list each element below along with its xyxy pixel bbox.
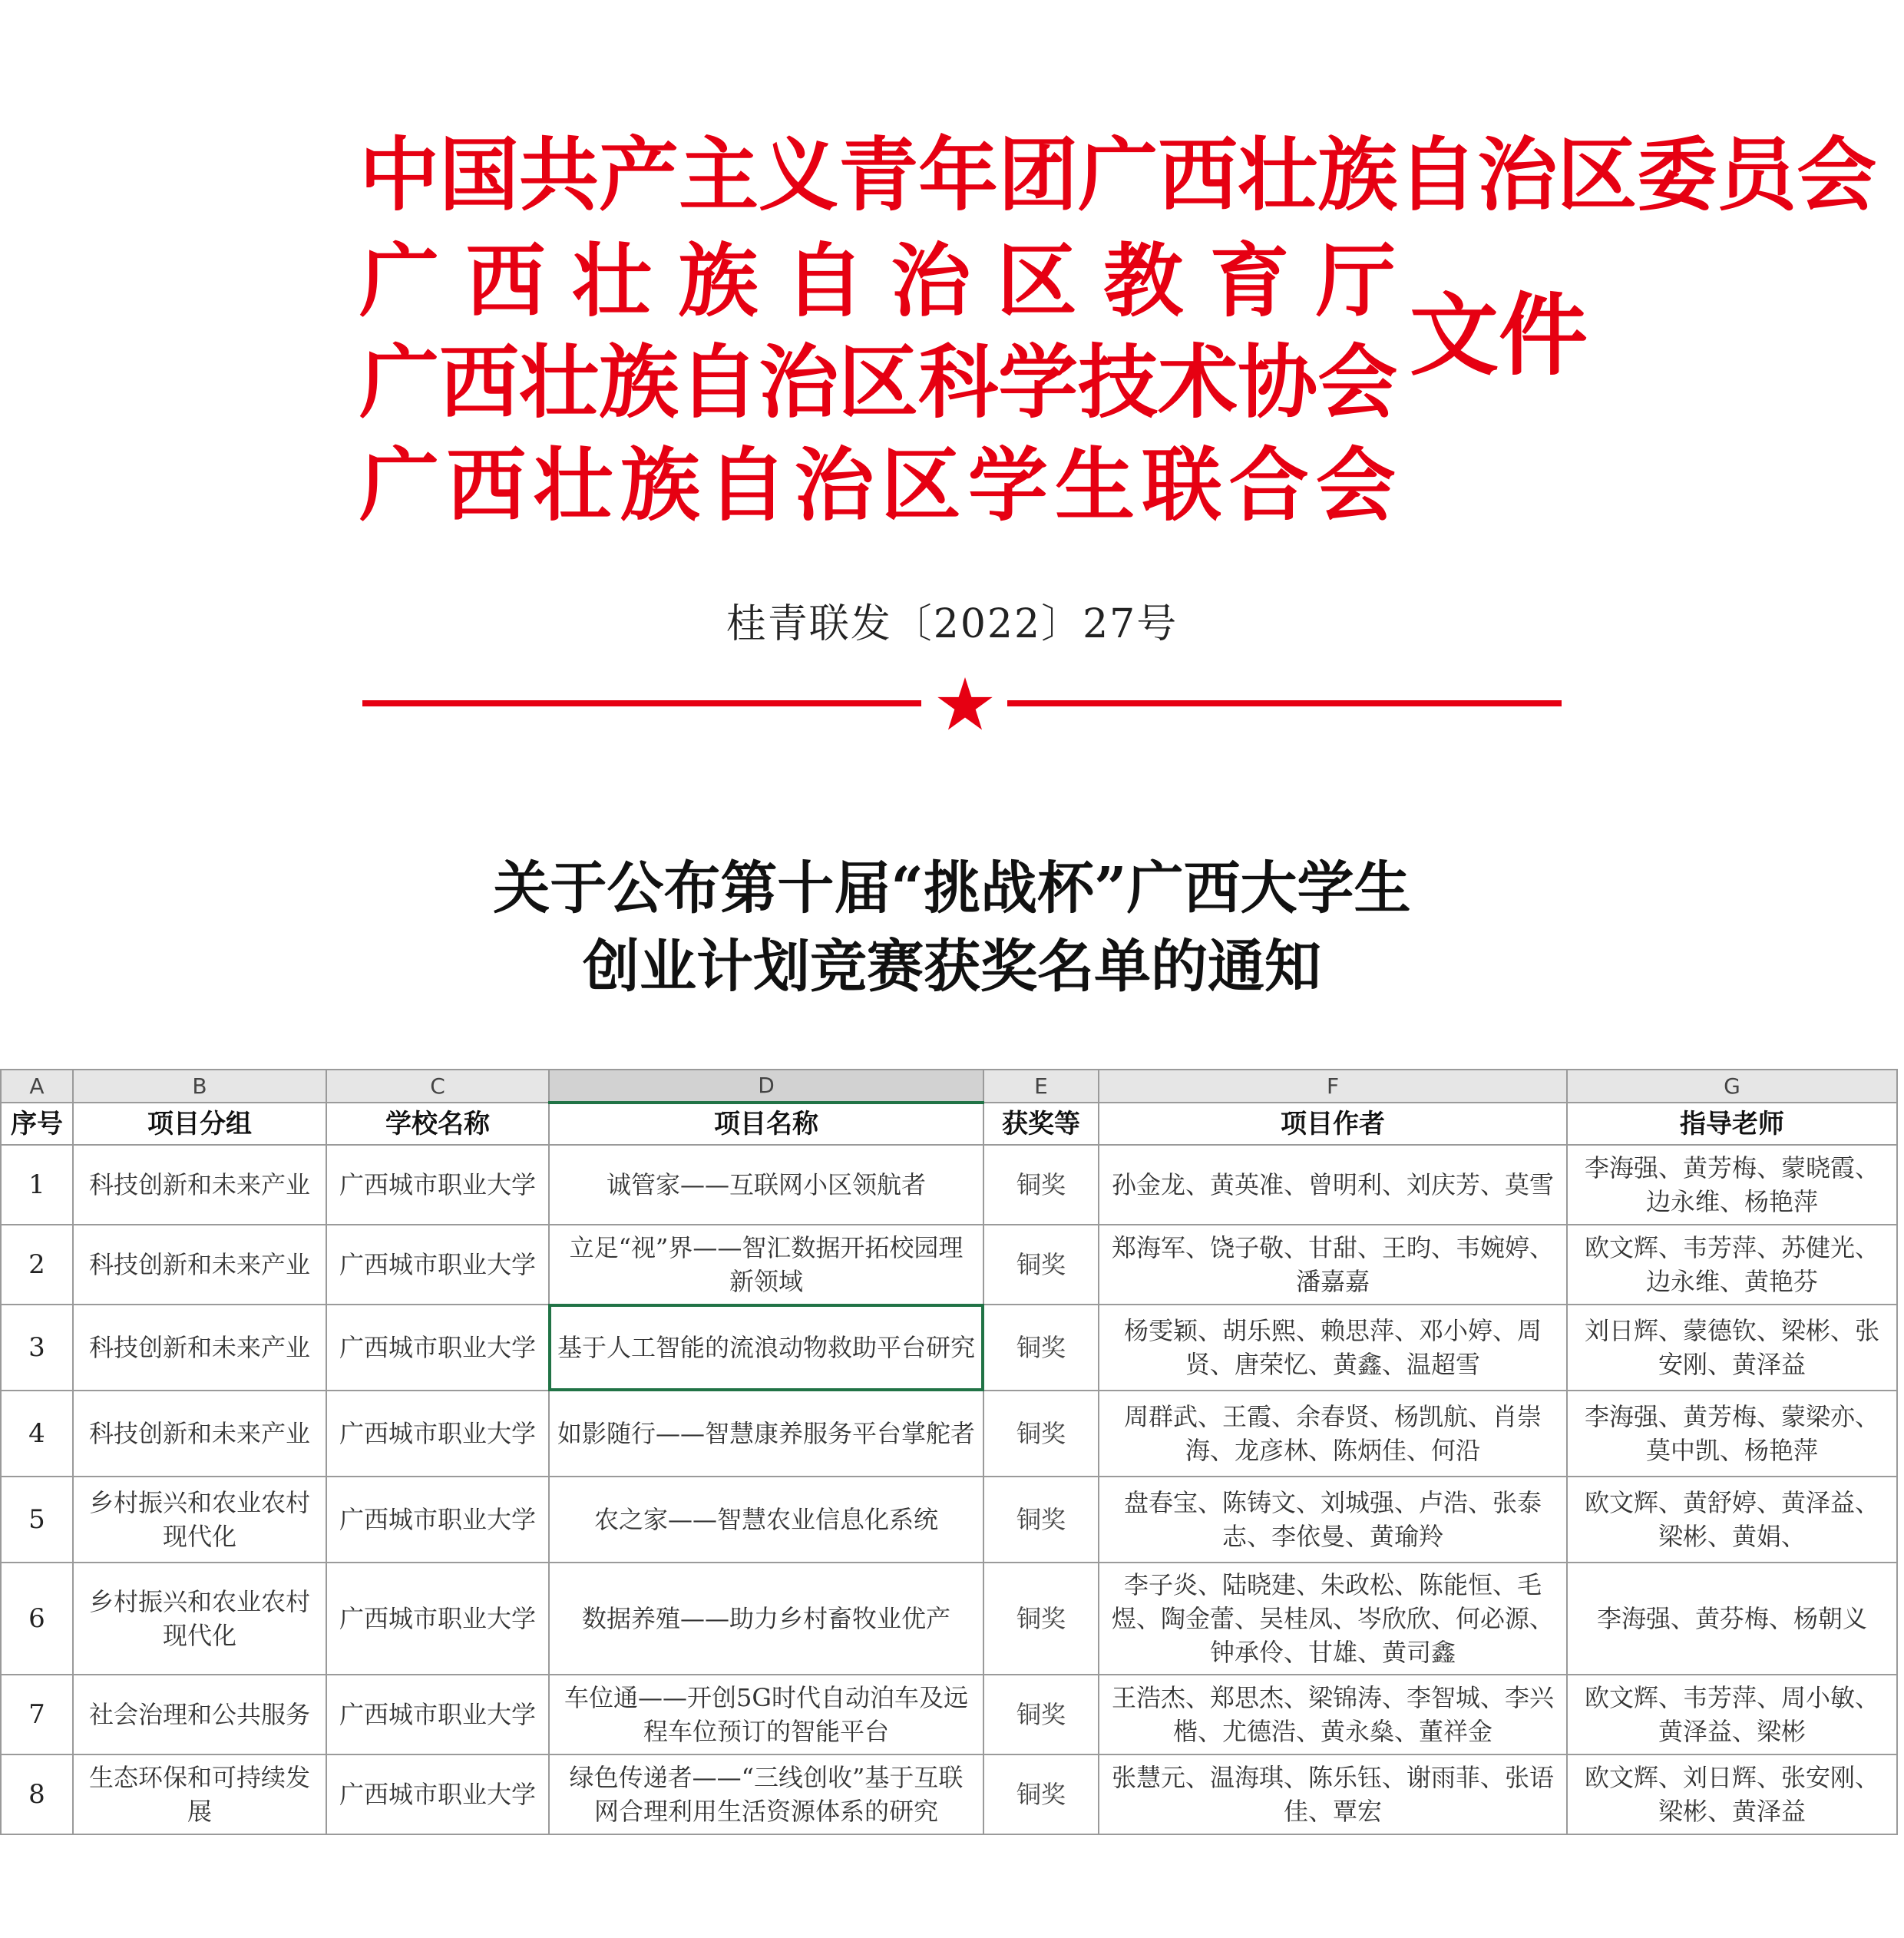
column-letter-header-row [1, 1070, 1897, 1103]
org-name-char: 族 [1317, 127, 1398, 222]
column-letter-header[interactable]: G [1567, 1070, 1897, 1103]
org-name-char: 自 [707, 438, 788, 532]
group-cell[interactable]: 科技创新和未来产业 [73, 1145, 326, 1225]
advisors-cell[interactable]: 李海强、黄芬梅、杨朝义 [1567, 1563, 1897, 1675]
column-letter-header[interactable]: F [1099, 1070, 1567, 1103]
org-name-char: 治 [794, 438, 874, 532]
issuing-org-line [359, 235, 1396, 327]
org-name-char: 区 [838, 335, 919, 429]
org-name-char: 区 [997, 233, 1077, 328]
header-cell[interactable]: 项目名称 [549, 1103, 983, 1145]
school-cell[interactable]: 广西城市职业大学 [326, 1225, 549, 1305]
header-cell[interactable]: 序号 [1, 1103, 73, 1145]
org-name-char: 广 [359, 438, 440, 532]
index-cell[interactable]: 3 [1, 1305, 73, 1391]
org-name-char: 协 [1238, 335, 1318, 429]
header-cell[interactable]: 项目分组 [73, 1103, 326, 1145]
school-cell[interactable]: 广西城市职业大学 [326, 1477, 549, 1563]
org-name-char: 广 [1078, 127, 1159, 222]
table-row [1, 1391, 1897, 1477]
org-name-char: 自 [679, 335, 759, 429]
org-name-char: 西 [1158, 127, 1238, 222]
org-name-char: 产 [599, 127, 679, 222]
authors-cell[interactable]: 郑海军、饶子敬、甘甜、王昀、韦婉婷、潘嘉嘉 [1099, 1225, 1567, 1305]
award-cell[interactable]: 铜奖 [983, 1225, 1099, 1305]
org-name-char: 自 [1397, 127, 1478, 222]
org-name-char: 学 [967, 438, 1048, 532]
project-name-cell[interactable]: 诚管家——互联网小区领航者 [549, 1145, 983, 1225]
index-cell[interactable]: 5 [1, 1477, 73, 1563]
award-cell[interactable]: 铜奖 [983, 1305, 1099, 1391]
org-name-char: 团 [998, 127, 1079, 222]
table-row [1, 1563, 1897, 1675]
org-name-char: 术 [1158, 335, 1238, 429]
index-cell[interactable]: 4 [1, 1391, 73, 1477]
org-name-char: 联 [1142, 438, 1222, 532]
org-name-char: 族 [599, 335, 679, 429]
table-row [1, 1145, 1897, 1225]
org-name-char: 西 [465, 233, 546, 328]
org-name-char: 育 [1209, 233, 1290, 328]
column-letter-header[interactable]: B [73, 1070, 326, 1103]
award-cell[interactable]: 铜奖 [983, 1675, 1099, 1754]
award-cell[interactable]: 铜奖 [983, 1145, 1099, 1225]
group-cell[interactable]: 乡村振兴和农业农村现代化 [73, 1563, 326, 1675]
notice-title-line1: 关于公布第十届“挑战杯”广西大学生 [493, 855, 1411, 921]
org-name-char: 壮 [571, 233, 652, 328]
school-cell[interactable]: 广西城市职业大学 [326, 1391, 549, 1477]
authors-cell[interactable]: 盘春宝、陈铸文、刘城强、卢浩、张泰志、李依曼、黄瑜羚 [1099, 1477, 1567, 1563]
award-list-spreadsheet [0, 1069, 1898, 1835]
org-name-char: 治 [759, 335, 839, 429]
issuing-org-line [359, 336, 1396, 428]
org-name-char: 国 [439, 127, 520, 222]
group-cell[interactable]: 乡村振兴和农业农村现代化 [73, 1477, 326, 1563]
advisors-cell[interactable]: 刘日辉、蒙德钦、梁彬、张安刚、黄泽益 [1567, 1305, 1897, 1391]
column-letter-header[interactable]: A [1, 1070, 73, 1103]
group-cell[interactable]: 科技创新和未来产业 [73, 1225, 326, 1305]
org-name-char: 学 [998, 335, 1079, 429]
project-name-cell[interactable]: 如影随行——智慧康养服务平台掌舵者 [549, 1391, 983, 1477]
authors-cell[interactable]: 杨雯颖、胡乐熙、赖思萍、邓小婷、周贤、唐荣忆、黄鑫、温超雪 [1099, 1305, 1567, 1391]
index-cell[interactable]: 8 [1, 1754, 73, 1834]
authors-cell[interactable]: 李子炎、陆晓建、朱政松、陈能恒、毛煜、陶金蕾、吴桂凤、岑欣欣、何必源、钟承伶、甘雄、黄司鑫 [1099, 1563, 1567, 1675]
column-letter-header[interactable]: C [326, 1070, 549, 1103]
group-cell[interactable]: 生态环保和可持续发展 [73, 1754, 326, 1834]
org-name-char: 广 [359, 335, 440, 429]
authors-cell[interactable]: 王浩杰、郑思杰、梁锦涛、李智城、李兴楷、尤德浩、黄永燊、董祥金 [1099, 1675, 1567, 1754]
advisors-cell[interactable]: 欧文辉、韦芳萍、苏健光、边永维、黄艳芬 [1567, 1225, 1897, 1305]
issuing-org-line [359, 127, 1877, 222]
org-name-char: 科 [918, 335, 999, 429]
org-name-char: 主 [679, 127, 759, 222]
org-name-char: 员 [1717, 127, 1797, 222]
org-name-char: 委 [1637, 127, 1717, 222]
project-name-cell[interactable]: 立足“视”界——智汇数据开拓校园理新领域 [549, 1225, 983, 1305]
header-cell[interactable]: 学校名称 [326, 1103, 549, 1145]
org-name-char: 技 [1078, 335, 1159, 429]
project-name-cell[interactable]: 基于人工智能的流浪动物救助平台研究 [549, 1305, 983, 1391]
award-cell[interactable]: 铜奖 [983, 1563, 1099, 1675]
project-name-cell[interactable]: 车位通——开创5G时代自动泊车及远程车位预订的智能平台 [549, 1675, 983, 1754]
org-name-char: 青 [838, 127, 919, 222]
advisors-cell[interactable]: 欧文辉、刘日辉、张安刚、梁彬、黄泽益 [1567, 1754, 1897, 1834]
document-type-label: 文件 [1410, 283, 1588, 388]
header-cell[interactable]: 指导老师 [1567, 1103, 1897, 1145]
org-name-char: 壮 [519, 335, 600, 429]
org-name-char: 治 [891, 233, 971, 328]
red-divider-left [362, 700, 921, 706]
column-letter-header[interactable]: D [549, 1070, 983, 1103]
header-cell[interactable]: 获奖等 [983, 1103, 1099, 1145]
table-row [1, 1675, 1897, 1754]
group-cell[interactable]: 社会治理和公共服务 [73, 1675, 326, 1754]
org-name-char: 壮 [533, 438, 613, 532]
group-cell[interactable]: 科技创新和未来产业 [73, 1305, 326, 1391]
org-name-char: 西 [446, 438, 527, 532]
authors-cell[interactable]: 孙金龙、黄英准、曾明利、刘庆芳、莫雪 [1099, 1145, 1567, 1225]
org-name-char: 广 [359, 233, 440, 328]
org-name-char: 生 [1055, 438, 1135, 532]
advisors-cell[interactable]: 欧文辉、黄舒婷、黄泽益、梁彬、黄娟、 [1567, 1477, 1897, 1563]
award-cell[interactable]: 铜奖 [983, 1477, 1099, 1563]
table-row [1, 1754, 1897, 1834]
org-name-char: 区 [881, 438, 961, 532]
org-name-char: 区 [1557, 127, 1638, 222]
project-name-cell[interactable]: 农之家——智慧农业信息化系统 [549, 1477, 983, 1563]
advisors-cell[interactable]: 李海强、黄芳梅、蒙梁亦、莫中凯、杨艳萍 [1567, 1391, 1897, 1477]
award-cell[interactable]: 铜奖 [983, 1391, 1099, 1477]
document-number: 桂青联发〔2022〕27号 [726, 601, 1178, 647]
project-name-cell[interactable]: 数据养殖——助力乡村畜牧业优产 [549, 1563, 983, 1675]
table-row [1, 1305, 1897, 1391]
index-cell[interactable]: 7 [1, 1675, 73, 1754]
index-cell[interactable]: 6 [1, 1563, 73, 1675]
org-name-char: 中 [359, 127, 440, 222]
table-row [1, 1225, 1897, 1305]
org-name-char: 族 [620, 438, 700, 532]
org-name-char: 西 [439, 335, 520, 429]
index-cell[interactable]: 1 [1, 1145, 73, 1225]
school-cell[interactable]: 广西城市职业大学 [326, 1145, 549, 1225]
red-star-icon [936, 675, 994, 733]
table-header-row [1, 1103, 1897, 1145]
award-cell[interactable]: 铜奖 [983, 1754, 1099, 1834]
org-name-char: 共 [519, 127, 600, 222]
org-name-char: 会 [1317, 335, 1398, 429]
org-name-char: 合 [1228, 438, 1309, 532]
org-name-char: 厅 [1315, 233, 1396, 328]
advisors-cell[interactable]: 欧文辉、韦芳萍、周小敏、黄泽益、梁彬 [1567, 1675, 1897, 1754]
org-name-char: 教 [1103, 233, 1184, 328]
index-cell[interactable]: 2 [1, 1225, 73, 1305]
group-cell[interactable]: 科技创新和未来产业 [73, 1391, 326, 1477]
header-cell[interactable]: 项目作者 [1099, 1103, 1567, 1145]
advisors-cell[interactable]: 李海强、黄芳梅、蒙晓霞、边永维、杨艳萍 [1567, 1145, 1897, 1225]
column-letter-header[interactable]: E [983, 1070, 1099, 1103]
org-name-char: 族 [678, 233, 759, 328]
school-cell[interactable]: 广西城市职业大学 [326, 1754, 549, 1834]
project-name-cell[interactable]: 绿色传递者——“三线创收”基于互联网合理利用生活资源体系的研究 [549, 1754, 983, 1834]
school-cell[interactable]: 广西城市职业大学 [326, 1675, 549, 1754]
authors-cell[interactable]: 张慧元、温海琪、陈乐钰、谢雨菲、张语佳、覃宏 [1099, 1754, 1567, 1834]
org-name-char: 义 [759, 127, 839, 222]
org-name-char: 会 [1797, 127, 1877, 222]
org-name-char: 会 [1315, 438, 1396, 532]
notice-title-line2: 创业计划竞赛获奖名单的通知 [583, 934, 1321, 1000]
table-row [1, 1477, 1897, 1563]
org-name-char: 治 [1477, 127, 1558, 222]
school-cell[interactable]: 广西城市职业大学 [326, 1305, 549, 1391]
school-cell[interactable]: 广西城市职业大学 [326, 1563, 549, 1675]
org-name-char: 年 [918, 127, 999, 222]
red-divider-right [1007, 700, 1562, 706]
org-name-char: 自 [784, 233, 864, 328]
issuing-org-line [359, 439, 1396, 531]
org-name-char: 壮 [1238, 127, 1318, 222]
authors-cell[interactable]: 周群武、王霞、余春贤、杨凯航、肖崇海、龙彦林、陈炳佳、何沿 [1099, 1391, 1567, 1477]
